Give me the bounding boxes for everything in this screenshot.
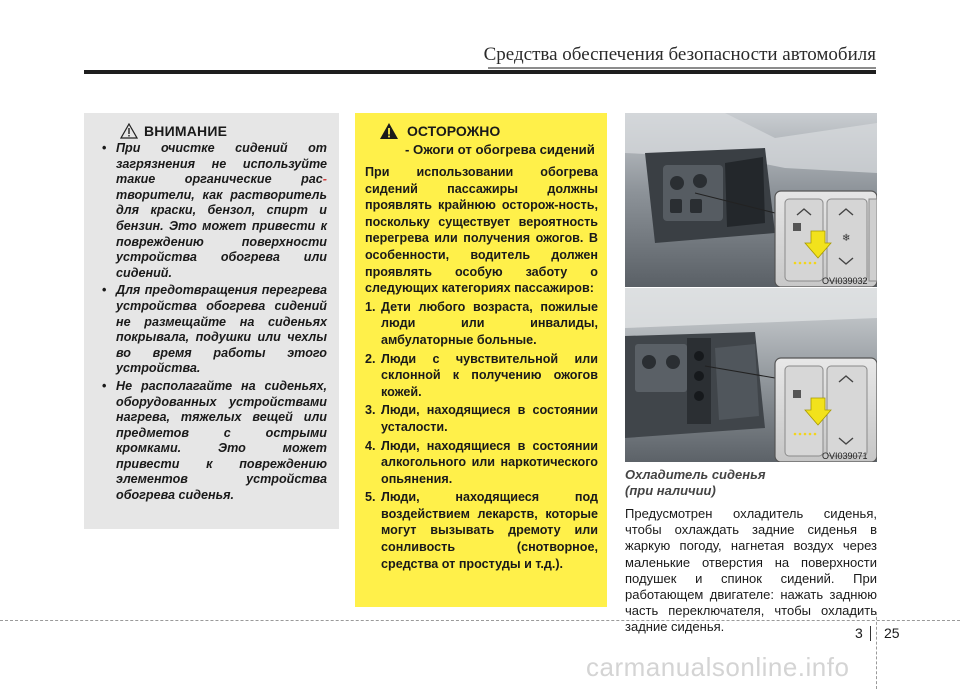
seat-console-illustration (625, 113, 877, 287)
running-header: Средства обеспечения безопасности автомобиля (483, 44, 876, 65)
warning-subtitle: - Ожоги от обогрева сидений (405, 142, 595, 157)
warning-list (365, 299, 598, 573)
caution-box (84, 113, 339, 529)
svg-text:❄: ❄ (842, 233, 851, 244)
photo-a-code: OVI039032 (822, 276, 868, 286)
footer-rule (0, 620, 960, 621)
caution-item: • Для предотвращения перегрева устройства обогрева сидений не размещайте на сиденьях покрывала, подушки или чехлы во время работы этого устройства. (102, 283, 327, 377)
page-number: 25 (884, 625, 900, 641)
caution-triangle-icon (120, 123, 138, 139)
caution-header (120, 123, 327, 139)
warning-item: 2. Люди с чувствительной или склонной к получению ожогов кожей. (365, 351, 598, 399)
caution-item: • При очистке сидений от загрязнения не используйте такие органические рас- творители, как растворитель для краски, бензол, спирт и бензин. Это может привести к повреждению поверхности устройства обогрева или сидений. (102, 141, 327, 281)
footer-vertical-rule (876, 612, 877, 689)
section-body: Предусмотрен охладитель сиденья, чтобы охлаждать задние сиденья в жаркую погоду, нагнетая воздух через маленькие отверстия на поверхности подушек и спинок сидений. При работающем двигателе: нажать заднюю часть переключателя, чтобы охладить задние сиденья. (625, 506, 877, 635)
section-heading: Охладитель сиденья (при наличии) (625, 467, 766, 498)
warning-header (379, 122, 598, 140)
warning-item: 1. Дети любого возраста, пожилые люди или инвалиды, амбулаторные больные. (365, 299, 598, 347)
header-rule-thin (488, 67, 876, 69)
seat-console-illustration (625, 288, 877, 462)
warning-triangle-icon (379, 122, 399, 140)
warning-item: 3. Люди, находящиеся в состоянии усталости. (365, 403, 598, 434)
warning-title: ОСТОРОЖНО (407, 123, 501, 139)
caution-list (102, 141, 327, 504)
photo-b-code: OVI039071 (822, 451, 868, 461)
header-rule (84, 70, 876, 74)
photo-type-b (625, 288, 877, 462)
warning-item: 5. Люди, находящиеся под воздействием лекарств, которые могут вызывать дремоту или сонливость (снотворное, средства от простуды и т.д.). (365, 490, 598, 571)
warning-box (355, 113, 607, 607)
watermark: carmanualsonline.info (586, 652, 850, 682)
caution-title: ВНИМАНИЕ (144, 123, 228, 139)
warning-intro: При использовании обогрева сидений пассажиры должны проявлять крайнюю осторож-ность, поскольку существует вероятность перегрева или получения ожогов. В особенности, водитель должен проявлять особую заботу о следующих категориях пассажиров: (365, 165, 598, 296)
warning-item: 4. Люди, находящиеся в состоянии алкогольного или наркотического опьянения. (365, 438, 598, 486)
caution-item: • Не располагайте на сиденьях, оборудованных устройствами нагрева, тяжелых вещей или предметов с острыми кромками. Это может привести к повреждению элементов устройства обогрева сиденья. (102, 379, 327, 504)
chapter-number: 3 (855, 625, 863, 641)
photo-type-a (625, 113, 877, 287)
page-number-divider (870, 626, 871, 641)
